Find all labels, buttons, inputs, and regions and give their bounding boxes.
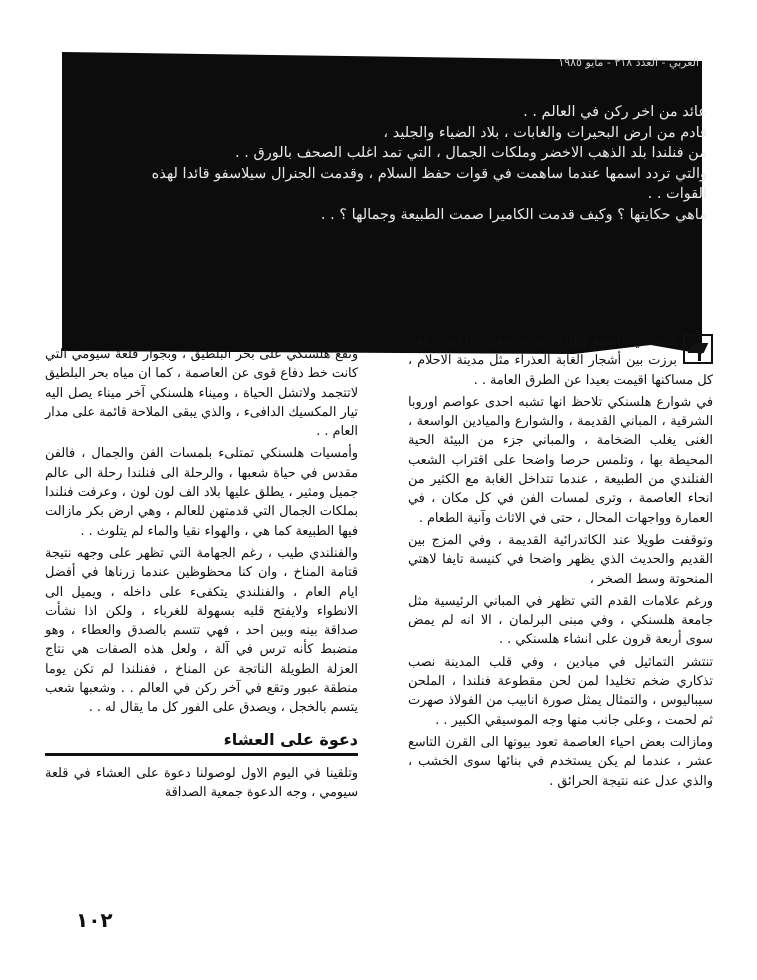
- intro-line: من فنلندا بلد الذهب الاخضر وملكات الجمال ، التي تمد اغلب الصحف بالورق . .: [235, 145, 707, 161]
- article-paragraph: ومازالت بعض احياء العاصمة تعود بيوتها الى القرن التاسع عشر ، عندما لم يكن يستخدم في بنائها سوى الخشب ، والذي عدل عنه نتيجة الحرائق .: [408, 734, 713, 789]
- paragraph-text: هلسنكي عاصمة فنلندا ، مدينة صغيرة ولكنها جيلة ، برزت بين أشجار الغابة العذراء مثل مدينة الاحلام ، كل مساكنها اقيمت بعيدا عن الطرق العامة . .: [408, 334, 713, 388]
- article-paragraph: تنتشر التماثيل في ميادين ، وفي قلب المدينة نصب تذكاري ضخم تخليدا لمن لحن مقطوعة فنلندا ، الملحن سيباليوس ، والتمثال يمثل صورة انابيب من الفولاذ صهرت ثم لحمت ، وعلى جانب منها وجه الموسيقي الكبير . .: [408, 654, 713, 728]
- section-subheading: دعوة على العشاء: [223, 729, 358, 749]
- intro-line: قادم من ارض البحيرات والغابات ، بلاد الضياء والجليد ،: [383, 124, 707, 141]
- article-paragraph: في شوارع هلسنكي تلاحظ انها تشبه احدى عواصم اوروبا الشرقية ، المباني القديمة ، والشوارع والميادين الواسعة ، الغنى يغلب الضخامة ، والمباني جزء من البيئة الحية المحيطة بها ، وتلمس حرصا واضحا على اقتراب الشعب الفنلندي من الطبيعة ، عندما تتداخل الغابة مع الكثير من انحاء العاصمة ، وترى لمسات الفن في كل مكان ، في العمارة وواجهات المحال ، حتى في الاثاث وآنية الطعام .: [408, 394, 713, 526]
- article-column-right: [408, 332, 713, 794]
- article-column-left: [45, 345, 358, 806]
- article-paragraph: [408, 332, 713, 390]
- article-paragraph: وتقع هلسنكي على بحر البلطيق ، وبجوار قلعة سيومي التي كانت خط دفاع قوى عن العاصمة ، كما ان مياه بحر البلطيق لاتتجمد ولاتشل الحياة ، وميناء هلسنكي آخر ميناء يصل اليه تيار المكسيك الدافىء ، والذي يبقى الملاحة قائمة على مدار العام . .: [45, 347, 358, 440]
- issue-info: العربي - العدد ٣١٨ - مايو ١٩٨٥: [558, 56, 699, 69]
- intro-line: عائد من اخر ركن في العالم . .: [523, 104, 707, 120]
- intro-line: ماهي حكايتها ؟ وكيف قدمت الكاميرا صمت الطبيعة وجمالها ؟ . .: [320, 206, 707, 223]
- intro-line: والتي تردد اسمها عندما ساهمت في قوات حفظ السلام ، وقدمت الجنرال سيلاسفو قائدا لهذه القوات . .: [151, 165, 707, 202]
- magazine-logo-icon: [683, 334, 713, 364]
- article-paragraph: والفنلندي طيب ، رغم الجهامة التي تظهر على وجهه نتيجة قتامة المناخ ، وان كنا محظوظين عندما زرناها في أفضل ايام العام ، والفنلندي يتكفىء على داخله ، ويميل الى الانطواء ولايفتح قلبه بسهولة للغرباء ، ولكن اذا نشأت صداقة بينه وبين احد ، فهي تتسم بالصدق والعطاء ، وهو منضبط كأنه ترس في آلة ، ولعل هذه الصفات هي نتاج العزلة الطويلة الناتجة عن المناخ ، ففنلندا لم تكن يوما منطقة عبور وتقع في آخر ركن في العالم . . وشعبها شعب يتسم بالخجل ، ويصدق على الفور كل ما يقال له . .: [45, 545, 358, 716]
- article-paragraph: وأمسيات هلسنكي تمتلىء بلمسات الفن والجمال ، فالفن مقدس في حياة شعبها ، والرحلة الى فنلندا رحلة الى عالم جميل ومثير ، يطلق عليها بلاد الف لون لون ، وعرفت فنلندا بملكات الجمال التي قدمتهن للعالم ، وهي ارض بكر مازالت فيها الطبيعة كما هي ، والهواء نقيا والماء لم يتلوث . .: [45, 446, 358, 539]
- page-number: ١٠٢: [76, 908, 113, 932]
- subheading-rule: [45, 753, 358, 756]
- article-paragraph: وتوقفت طويلا عند الكاتدرائية القديمة ، وفي المزج بين القديم والحديث الذي يظهر واضحا في كنيسة تايفا لاهتي المنحوتة وسط الصخر ،: [408, 532, 713, 587]
- intro-text: [142, 102, 707, 225]
- article-paragraph: وتلقينا في اليوم الاول لوصولنا دعوة على العشاء في قلعة سيومي ، وجه الدعوة جمعية الصداقة: [45, 765, 358, 801]
- article-paragraph: ورغم علامات القدم التي تظهر في المباني الرئيسية مثل جامعة هلسنكي ، وفي مبنى البرلمان ، الا انه لم يمض سوى أربعة قرون على انشاء هلسنكي . .: [408, 593, 713, 648]
